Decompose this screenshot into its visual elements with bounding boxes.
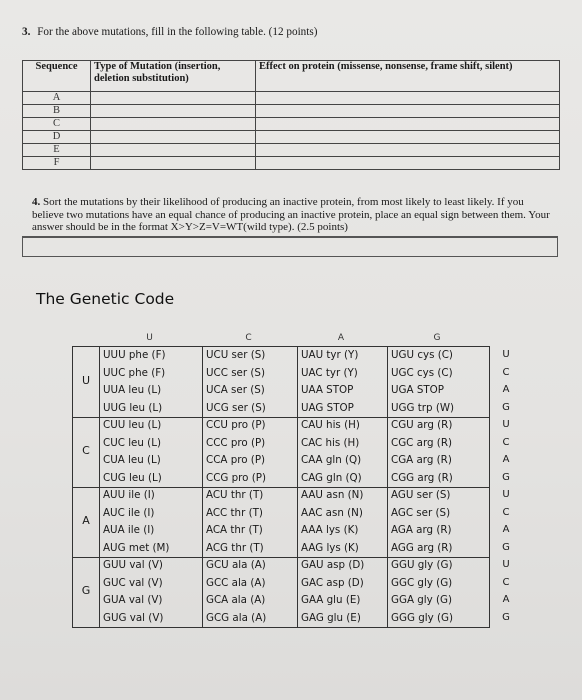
- protein-effect-cell[interactable]: [256, 105, 560, 118]
- third-base-label: C: [502, 576, 510, 588]
- codon-cell: UGU cys (C): [391, 349, 453, 361]
- mutation-type-cell[interactable]: [91, 118, 256, 131]
- codon-cell: UUA leu (L): [103, 384, 162, 396]
- answer-box[interactable]: [22, 236, 558, 257]
- codon-cell: GUG val (V): [103, 611, 164, 624]
- codon-cell: AGU ser (S): [391, 489, 451, 501]
- codon-cell: ACC thr (T): [206, 506, 263, 519]
- codon-cell: CCG pro (P): [206, 471, 266, 484]
- codon-cell: UAU tyr (Y): [301, 349, 359, 361]
- question-3-text: For the above mutations, fill in the following table. (12 points): [37, 26, 318, 38]
- codon-cell: AUU ile (I): [103, 489, 155, 501]
- first-base-label: G: [81, 584, 91, 597]
- third-base-label: U: [502, 559, 510, 570]
- codon-cell: UGA STOP: [391, 384, 444, 396]
- codon-cell: UUU phe (F): [103, 349, 166, 361]
- third-base-label: G: [502, 611, 510, 623]
- codon-cell: GAU asp (D): [301, 559, 365, 571]
- question-4-number: 4.: [32, 196, 41, 208]
- codon-cell: CUA leu (L): [103, 454, 161, 466]
- codon-cell: AGG arg (R): [391, 541, 453, 554]
- codon-cell: AGA arg (R): [391, 524, 452, 536]
- codon-cell: UUC phe (F): [103, 366, 166, 379]
- table-row: [23, 144, 560, 157]
- header-mutation-type: Type of Mutation (insertion, deletion substitution): [91, 61, 256, 92]
- codon-cell: GGG gly (G): [391, 611, 453, 624]
- codon-cell: AUC ile (I): [103, 506, 155, 519]
- codon-cell: GGA gly (G): [391, 594, 453, 606]
- second-base-u: U: [146, 333, 153, 343]
- codon-grid: [72, 346, 490, 628]
- second-base-g: G: [433, 333, 441, 343]
- sequence-label: F: [23, 157, 91, 170]
- third-base-label: C: [502, 506, 510, 518]
- codon-cell: GUU val (V): [103, 559, 163, 571]
- table-row: [23, 92, 560, 105]
- codon-cell: CGC arg (R): [391, 436, 452, 449]
- codon-cell: CAU his (H): [301, 419, 360, 431]
- codon-cell: GCC ala (A): [206, 576, 266, 589]
- protein-effect-cell[interactable]: [256, 144, 560, 157]
- protein-effect-cell[interactable]: [256, 157, 560, 170]
- question-4-text: Sort the mutations by their likelihood of producing an inactive protein, from most likely to least likely. If you believe two mutations have an equal chance of producing an inactive protein, place an equal sign between them. Your answer should be in the format X>Y>Z=V=WT(wild type). (2.5 points): [32, 196, 550, 233]
- codon-cell: AAA lys (K): [301, 524, 359, 536]
- codon-cell: GUC val (V): [103, 576, 163, 589]
- codon-cell: UCA ser (S): [206, 384, 265, 396]
- mutation-type-cell[interactable]: [91, 157, 256, 170]
- codon-cell: UCG ser (S): [206, 401, 266, 414]
- codon-cell: AUA ile (I): [103, 524, 155, 536]
- codon-cell: UAC tyr (Y): [301, 366, 358, 379]
- codon-cell: UGC cys (C): [391, 366, 453, 379]
- table-row: [23, 118, 560, 131]
- codon-cell: UCC ser (S): [206, 366, 265, 379]
- codon-cell: UAA STOP: [301, 384, 354, 396]
- codon-cell: CCA pro (P): [206, 454, 266, 466]
- codon-cell: AAG lys (K): [301, 541, 359, 554]
- protein-effect-cell[interactable]: [256, 92, 560, 105]
- header-protein-effect: Effect on protein (missense, nonsense, frame shift, silent): [256, 61, 560, 92]
- third-base-label: A: [502, 594, 510, 605]
- third-base-label: G: [502, 401, 510, 413]
- sequence-label: D: [23, 131, 91, 144]
- codon-cell: GCU ala (A): [206, 559, 266, 571]
- mutation-type-cell[interactable]: [91, 144, 256, 157]
- codon-cell: CUG leu (L): [103, 471, 162, 484]
- mutation-type-cell[interactable]: [91, 105, 256, 118]
- first-base-label: U: [81, 374, 91, 387]
- second-base-c: C: [245, 333, 252, 343]
- third-base-label: G: [502, 471, 510, 483]
- codon-cell: GGU gly (G): [391, 559, 453, 571]
- mutation-type-cell[interactable]: [91, 92, 256, 105]
- mutation-type-cell[interactable]: [91, 131, 256, 144]
- codon-cell: AAC asn (N): [301, 506, 363, 519]
- third-base-label: A: [502, 454, 510, 465]
- codon-cell: GCG ala (A): [206, 611, 267, 624]
- codon-cell: CAA gln (Q): [301, 454, 362, 466]
- third-base-label: A: [502, 524, 510, 535]
- table-row: [23, 157, 560, 170]
- codon-cell: CGU arg (R): [391, 419, 453, 431]
- codon-cell: AAU asn (N): [301, 489, 364, 501]
- codon-cell: CAG gln (Q): [301, 471, 362, 484]
- codon-cell: CGA arg (R): [391, 454, 452, 466]
- codon-cell: UAG STOP: [301, 401, 354, 414]
- codon-cell: CCC pro (P): [206, 436, 266, 449]
- question-4: [32, 196, 557, 234]
- codon-cell: CUC leu (L): [103, 436, 161, 449]
- header-sequence: Sequence: [23, 61, 91, 92]
- third-base-label: C: [502, 436, 510, 448]
- first-base-label: A: [82, 514, 90, 527]
- codon-cell: GAC asp (D): [301, 576, 364, 589]
- sequence-label: A: [23, 92, 91, 105]
- codon-cell: CAC his (H): [301, 436, 360, 449]
- genetic-code-title: The Genetic Code: [36, 290, 175, 308]
- codon-cell: CGG arg (R): [391, 471, 453, 484]
- table-row: [23, 105, 560, 118]
- codon-cell: ACA thr (T): [206, 524, 263, 536]
- codon-cell: GGC gly (G): [391, 576, 453, 589]
- third-base-label: U: [502, 489, 510, 500]
- codon-cell: ACU thr (T): [206, 489, 264, 501]
- third-base-label: U: [502, 419, 510, 430]
- second-base-a: A: [337, 333, 345, 343]
- protein-effect-cell[interactable]: [256, 131, 560, 144]
- third-base-label: G: [502, 541, 510, 553]
- codon-cell: ACG thr (T): [206, 541, 264, 554]
- codon-cell: GAG glu (E): [301, 611, 361, 624]
- sequence-label: C: [23, 118, 91, 131]
- codon-cell: UCU ser (S): [206, 349, 266, 361]
- sequence-label: B: [23, 105, 91, 118]
- codon-cell: GCA ala (A): [206, 594, 266, 606]
- codon-cell: CCU pro (P): [206, 419, 266, 431]
- codon-cell: AGC ser (S): [391, 506, 451, 519]
- protein-effect-cell[interactable]: [256, 118, 560, 131]
- third-base-label: U: [502, 349, 510, 360]
- codon-cell: AUG met (M): [103, 541, 170, 554]
- question-3: [22, 26, 317, 38]
- mutation-table-header: [23, 61, 560, 92]
- codon-cell: UUG leu (L): [103, 401, 163, 414]
- genetic-code-table: [72, 330, 510, 626]
- table-row: [23, 131, 560, 144]
- codon-cell: CUU leu (L): [103, 419, 162, 431]
- codon-cell: GUA val (V): [103, 594, 163, 606]
- third-base-label: A: [502, 384, 510, 395]
- codon-cell: UGG trp (W): [391, 401, 455, 414]
- codon-cell: GAA glu (E): [301, 594, 361, 606]
- sequence-label: E: [23, 144, 91, 157]
- first-base-label: C: [82, 444, 90, 457]
- question-3-number: 3.: [22, 26, 31, 38]
- third-base-label: C: [502, 366, 510, 378]
- mutation-table: [22, 60, 560, 170]
